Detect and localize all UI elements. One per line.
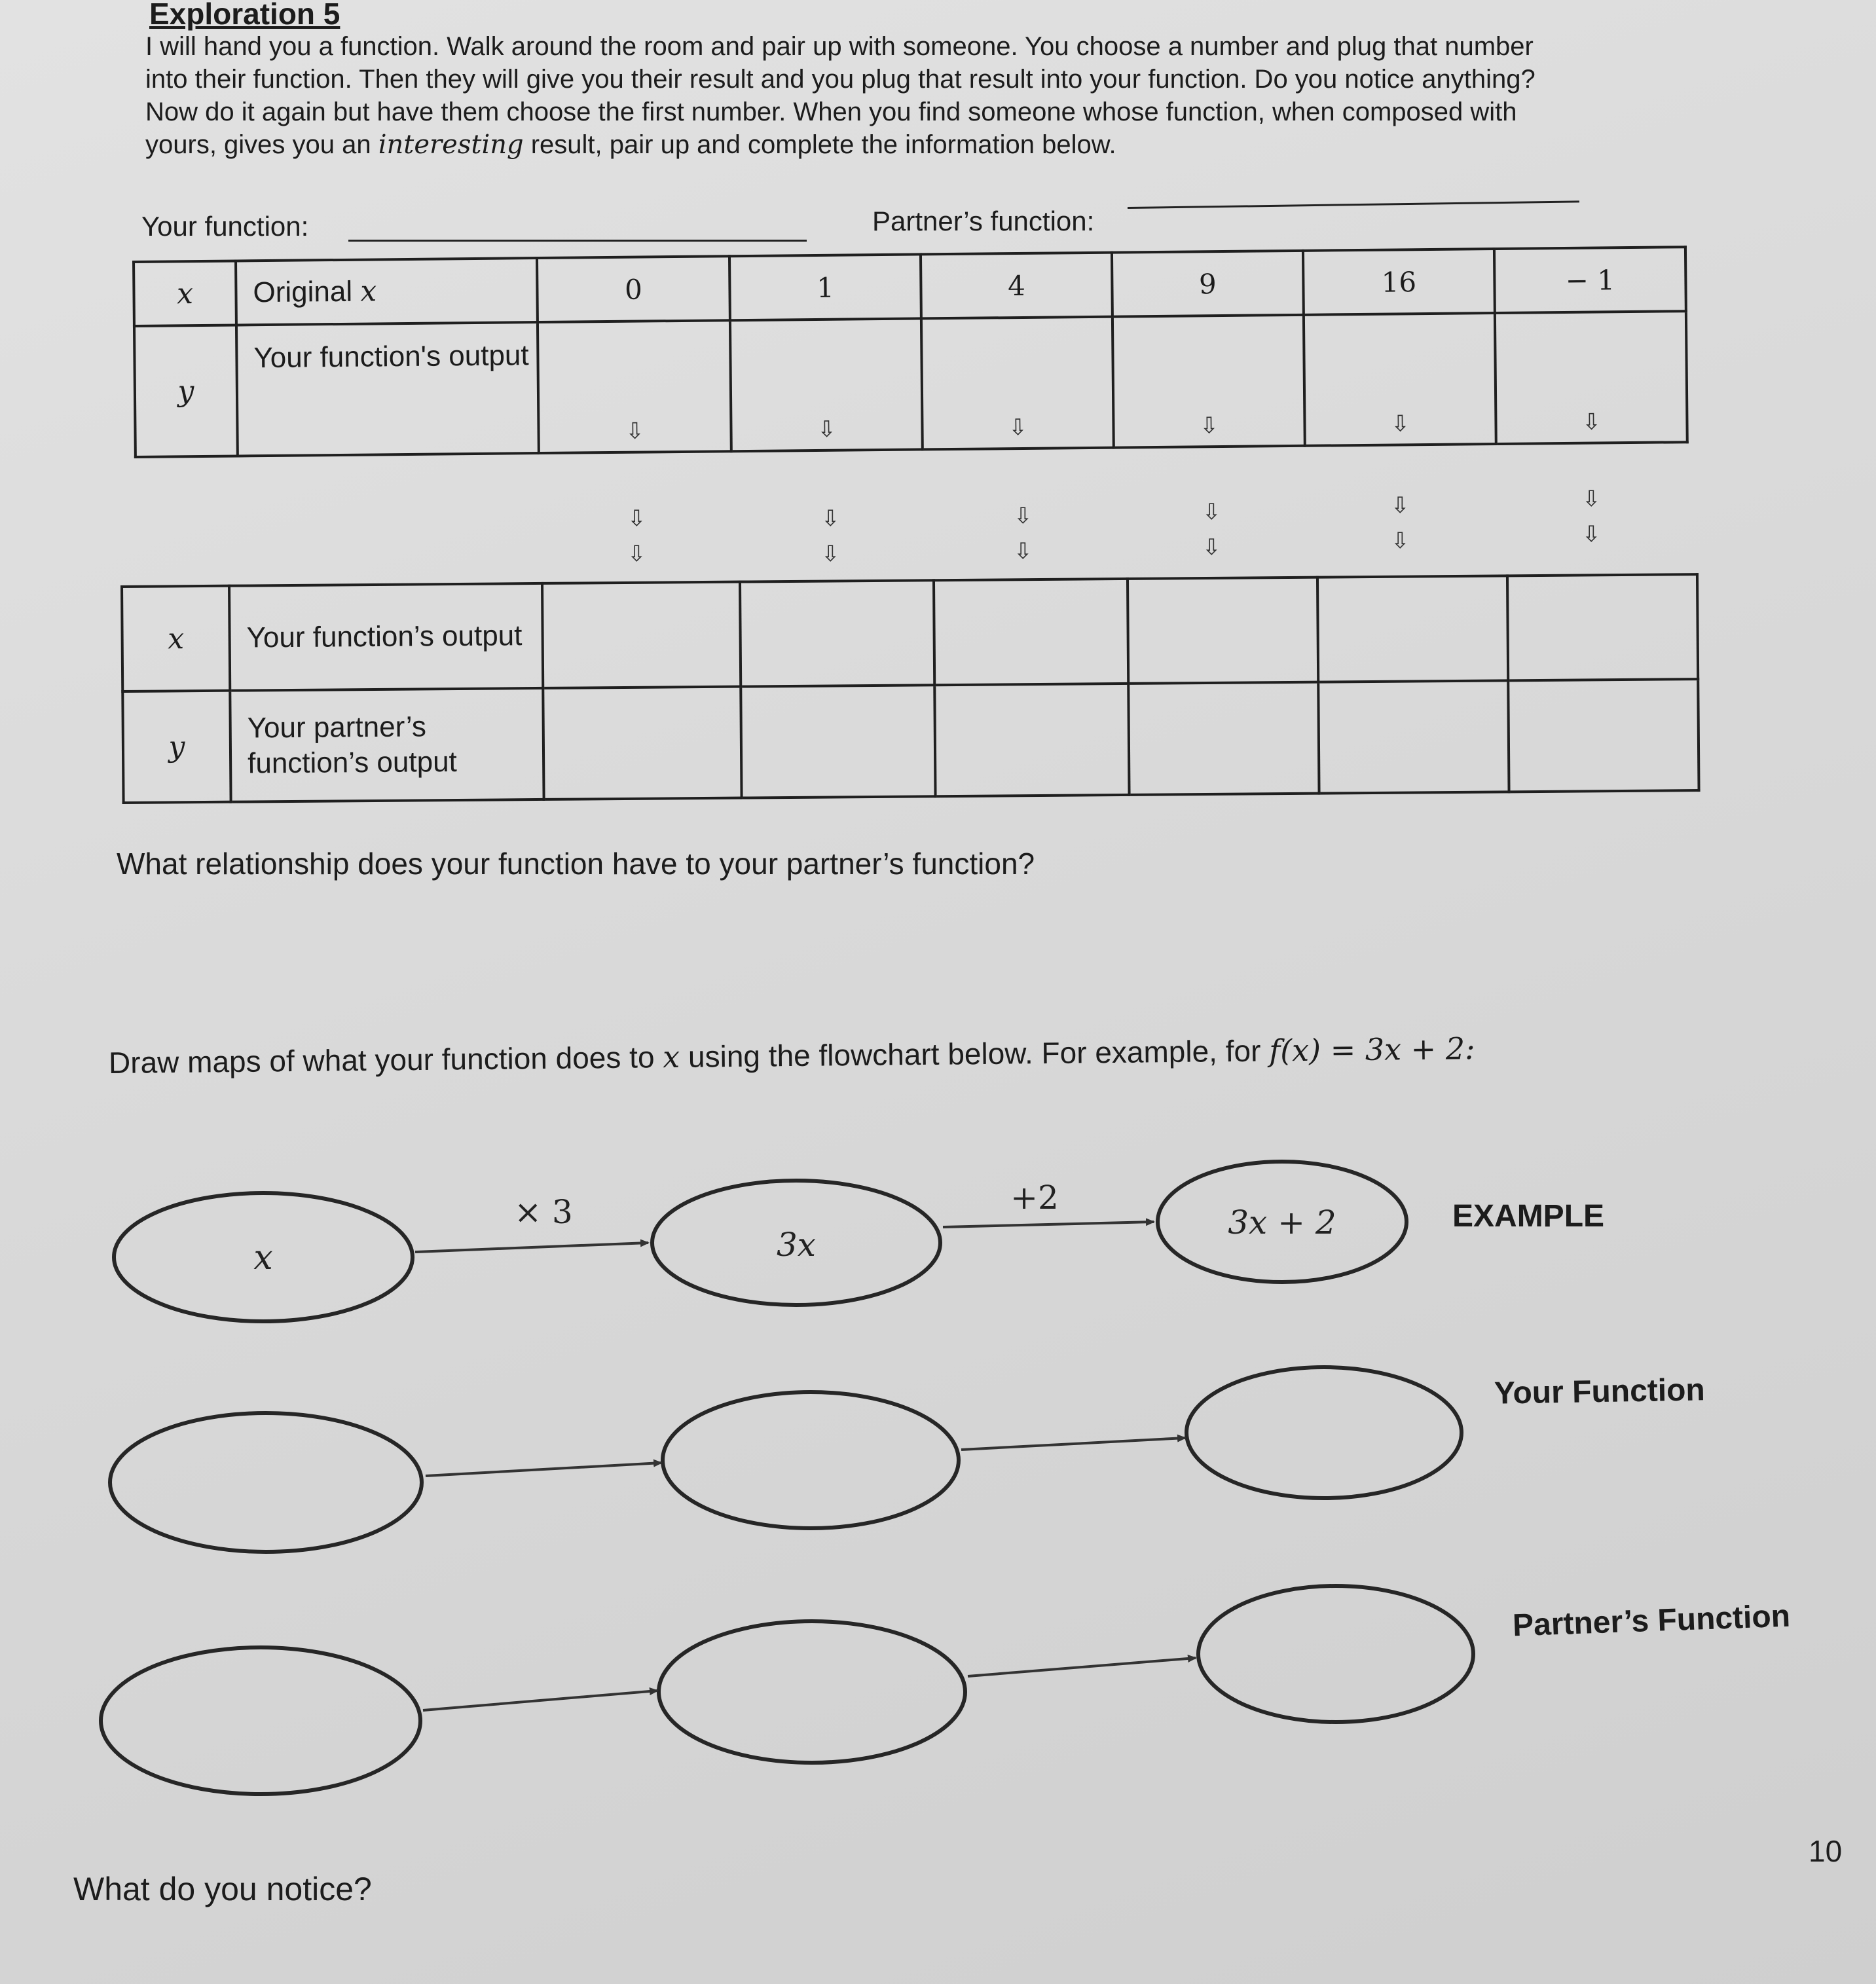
row-var-y: y (122, 691, 230, 803)
down-arrow-icon: ⇩ (627, 505, 646, 532)
your-arrow-1 (426, 1463, 661, 1476)
x-value-cell: 0 (537, 256, 730, 322)
partners-function-label: Partner’s function: (872, 206, 1095, 236)
row-var-y: y (134, 325, 238, 456)
down-arrow-icon: ⇩ (1582, 486, 1601, 512)
partner-function-tag: Partner’s Function (1512, 1598, 1791, 1644)
example-node-x-label: x (253, 1238, 273, 1277)
x-value-cell: 16 (1303, 249, 1495, 315)
x-value-cell: 9 (1112, 251, 1304, 317)
x-value-cell: 1 (729, 254, 921, 320)
row-label-your-output: Your function's output (236, 322, 539, 456)
down-arrow-icon: ⇩ (821, 505, 840, 532)
down-arrow-icon: ⇩ (1014, 503, 1033, 529)
exploration-heading: Exploration 5 (149, 0, 340, 31)
your-function-label: Your function: (141, 211, 309, 242)
notice-question: What do you notice? (73, 1871, 372, 1907)
partner-node-output[interactable] (1198, 1586, 1473, 1722)
partner-arrow-2 (968, 1658, 1196, 1676)
down-arrow-icon: ⇩ (625, 418, 644, 444)
intro-emphasis: interesting (378, 130, 524, 160)
your-node-middle[interactable] (663, 1392, 959, 1528)
down-arrow-icon: ⇩ (1202, 499, 1221, 525)
example-tag: EXAMPLE (1452, 1199, 1605, 1234)
intro-line: into their function. Then they will give you their result and you plug that result into your function. Do you notice anything? (145, 65, 1536, 94)
down-arrow-icon: ⇩ (1391, 411, 1410, 437)
down-arrow-icon: ⇩ (1200, 413, 1219, 439)
label-var: x (360, 274, 377, 308)
partner-node-middle[interactable] (659, 1621, 965, 1763)
down-arrow-icon: ⇩ (627, 541, 646, 567)
down-arrow-icon: ⇩ (821, 541, 840, 567)
down-arrow-icon: ⇩ (1391, 528, 1410, 554)
example-op-plus-2: +2 (1010, 1179, 1059, 1217)
your-function-tag: Your Function (1494, 1372, 1706, 1411)
down-arrow-icon: ⇩ (817, 416, 836, 442)
your-node-input[interactable] (110, 1413, 422, 1552)
down-arrow-icon: ⇩ (1014, 538, 1033, 564)
example-node-3x-label: 3x (776, 1226, 817, 1264)
partner-arrow-1 (423, 1691, 657, 1710)
label-text: Original (253, 275, 353, 309)
x-value-cell: − 1 (1494, 247, 1686, 313)
row-var-x: x (134, 261, 236, 325)
example-node-3x-plus-2-label: 3x + 2 (1228, 1203, 1336, 1241)
instruction-text: using the flowchart below. For example, for (688, 1033, 1261, 1074)
example-arrow-2 (943, 1222, 1154, 1227)
instruction-text: Draw maps of what your function does to (108, 1040, 655, 1080)
x-value-cell: 4 (921, 253, 1113, 319)
partner-node-input[interactable] (101, 1647, 420, 1794)
row-var-x: x (122, 586, 230, 691)
down-arrow-icon: ⇩ (1008, 414, 1027, 441)
relationship-question: What relationship does your function have to your partner’s function? (117, 847, 1035, 881)
your-node-output[interactable] (1186, 1367, 1462, 1498)
down-arrow-icon: ⇩ (1582, 521, 1601, 547)
page-number: 10 (1809, 1834, 1843, 1868)
example-arrow-1 (415, 1243, 648, 1252)
intro-line: Now do it again but have them choose the first number. When you find someone whose function, when composed with (145, 98, 1517, 126)
down-arrow-icon: ⇩ (1391, 492, 1410, 519)
example-op-times-3: × 3 (514, 1193, 573, 1231)
down-arrow-icon: ⇩ (1582, 409, 1601, 435)
instruction-var: x (662, 1038, 680, 1075)
row-label-partner-output: Your partner’s function’s output (230, 688, 543, 802)
example-formula: f(x) = 3x + 2: (1268, 1031, 1475, 1069)
intro-line-last: yours, gives you an interesting result, pair up and complete the information below. (145, 130, 1116, 160)
intro-line: I will hand you a function. Walk around the room and pair up with someone. You choose a number and plug that number (145, 32, 1534, 61)
your-arrow-2 (961, 1438, 1185, 1450)
row-label-your-output: Your function’s output (229, 583, 543, 691)
down-arrow-icon: ⇩ (1202, 534, 1221, 560)
